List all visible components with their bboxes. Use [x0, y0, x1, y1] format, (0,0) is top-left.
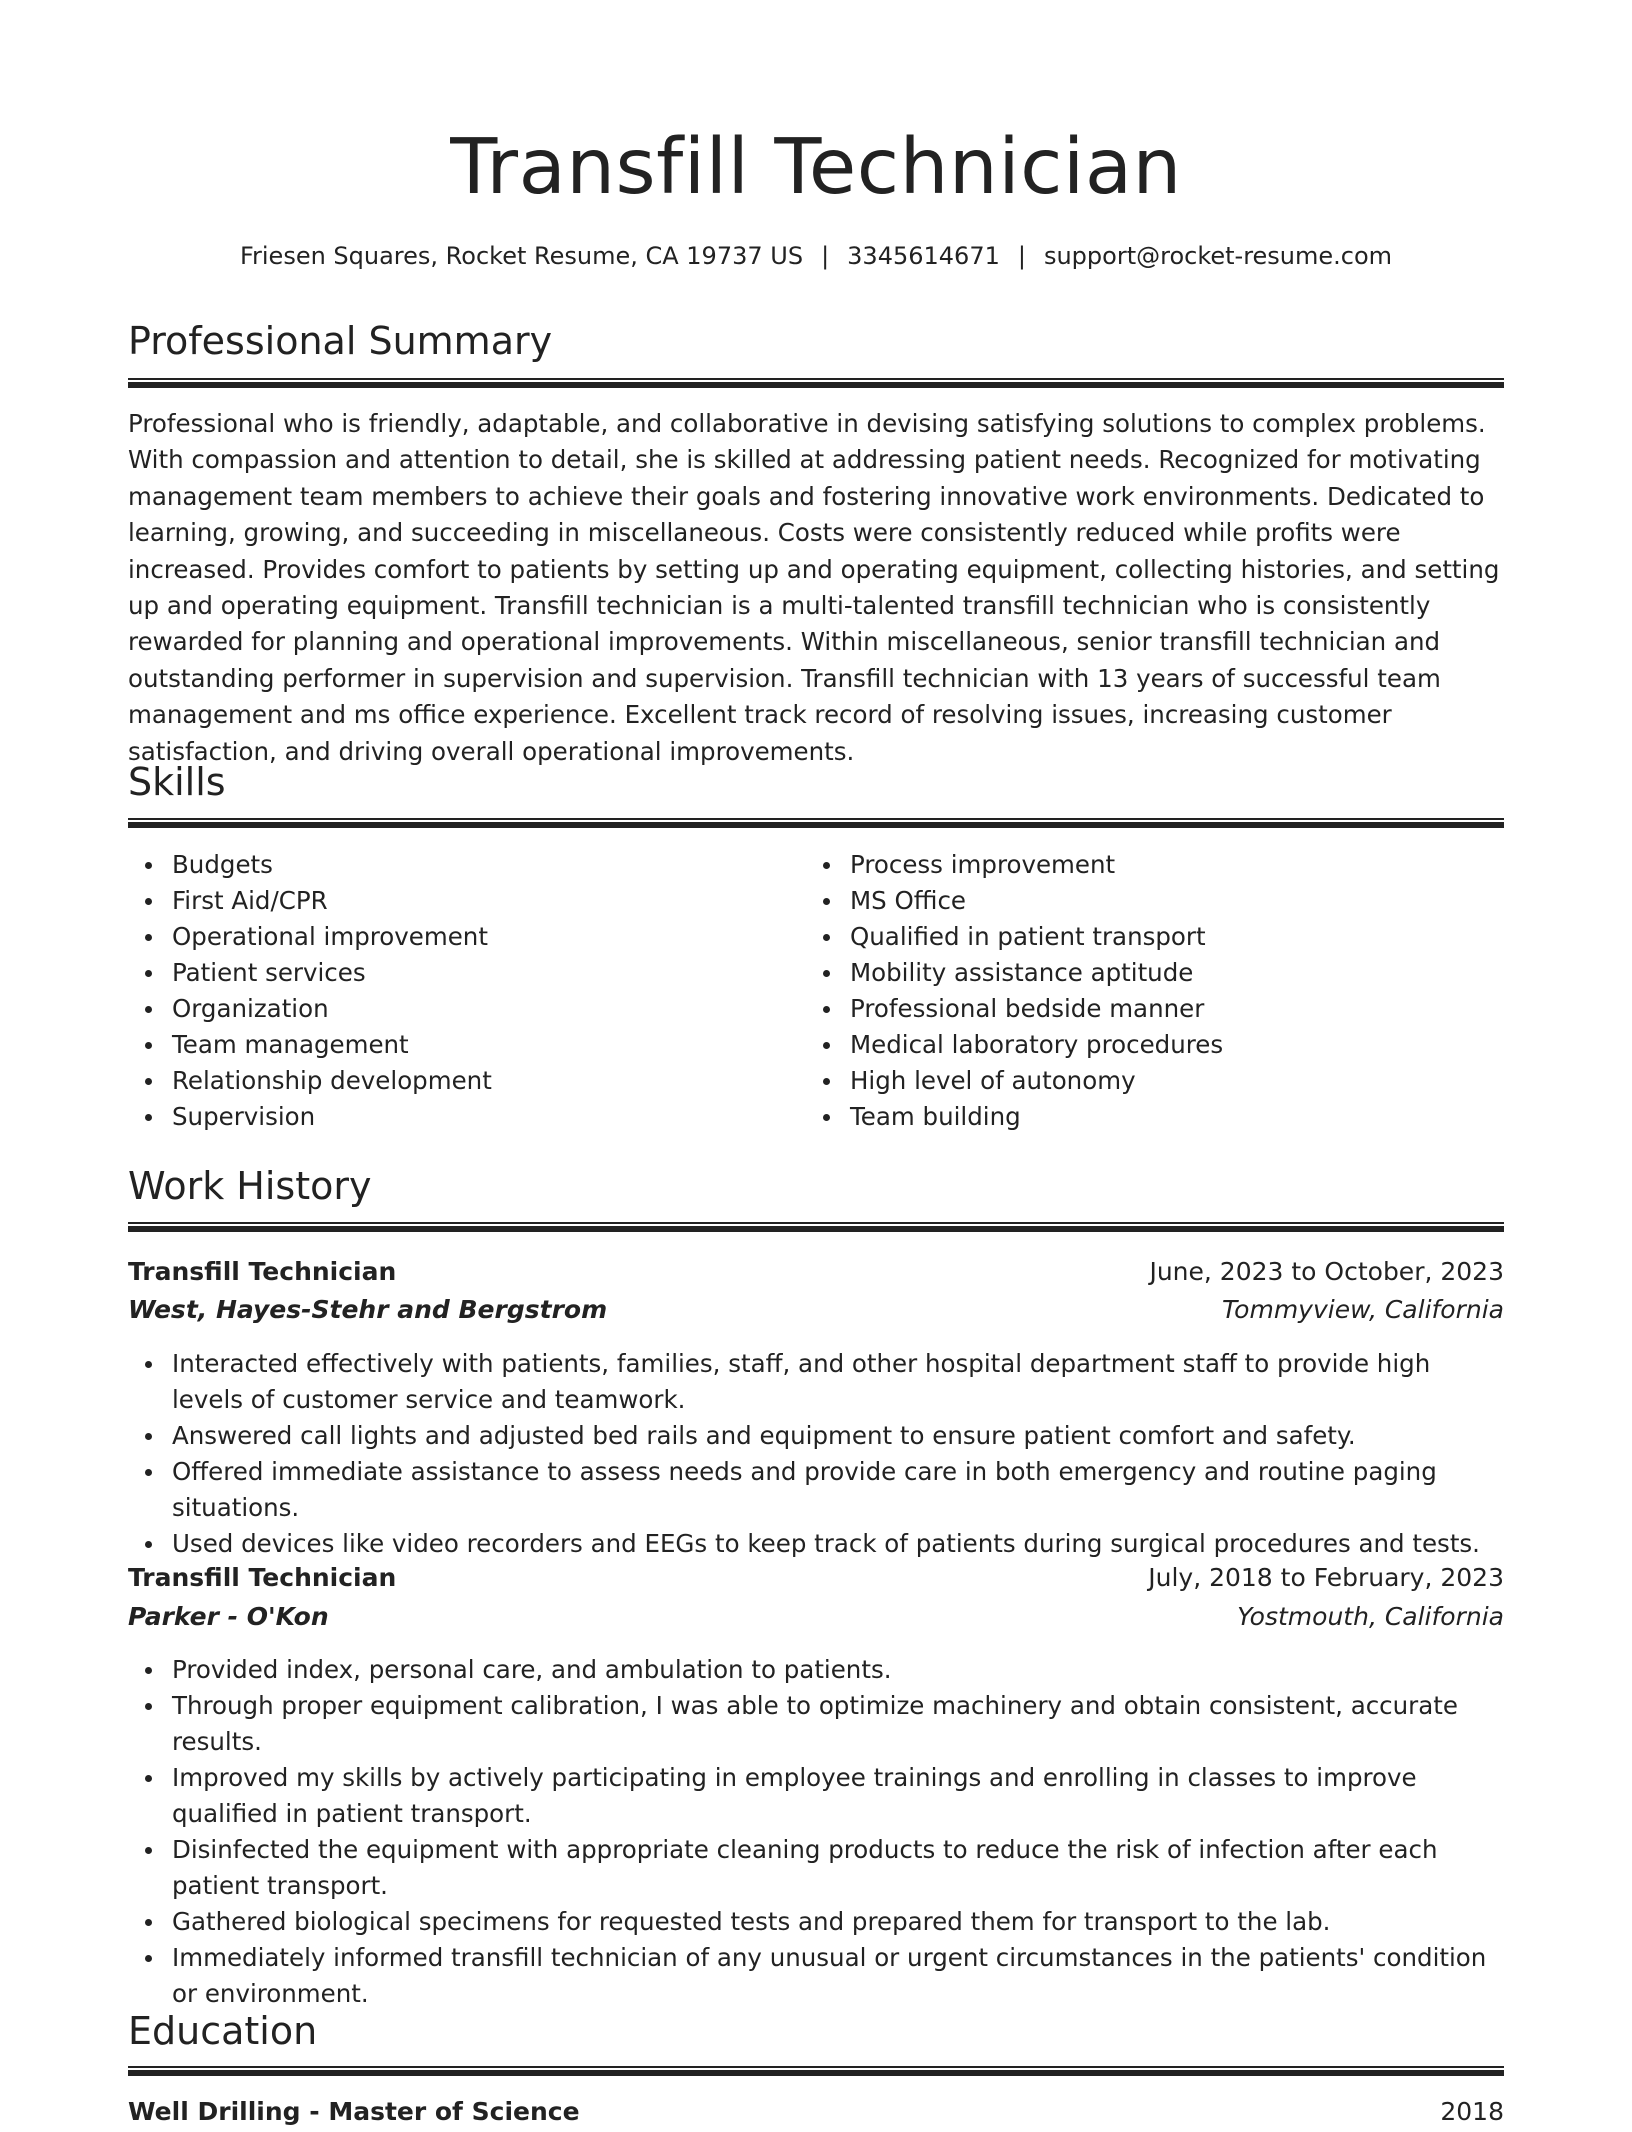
job-company: Parker - O'Kon	[128, 1602, 329, 1631]
job-duty: Improved my skills by actively participating in employee trainings and enrolling in classes to improve qualified in patient transport.	[172, 1760, 1504, 1832]
job-duty: Used devices like video recorders and EEGs to keep track of patients during surgical procedures and tests.	[172, 1526, 1504, 1562]
job-duty: Immediately informed transfill technician of any unusual or urgent circumstances in the patients' condition or environment.	[172, 1940, 1504, 2012]
summary-section	[128, 316, 1504, 366]
skill-item: Patient services	[172, 955, 788, 991]
skill-item: Qualified in patient transport	[850, 919, 1466, 955]
skill-item: Medical laboratory procedures	[850, 1027, 1466, 1063]
job-duty: Gathered biological specimens for requested tests and prepared them for transport to the lab.	[172, 1904, 1504, 1940]
education-heading: Education	[128, 2009, 318, 2053]
job-duty: Through proper equipment calibration, I was able to optimize machinery and obtain consistent, accurate results.	[172, 1688, 1504, 1760]
contact-email: support@rocket-resume.com	[1043, 242, 1393, 270]
job-duties-list	[128, 1652, 1504, 2012]
job-header	[128, 1558, 1504, 1598]
job-location: Yostmouth, California	[1237, 1602, 1504, 1631]
skill-item: Team building	[850, 1099, 1466, 1135]
skill-item: Organization	[172, 991, 788, 1027]
skill-item: Supervision	[172, 1099, 788, 1135]
contact-line	[128, 236, 1504, 276]
job-duties	[128, 1652, 1504, 2012]
job-duty: Provided index, personal care, and ambulation to patients.	[172, 1652, 1504, 1688]
skill-item: Team management	[172, 1027, 788, 1063]
job-header	[128, 1252, 1504, 1292]
section-divider	[128, 378, 1504, 388]
education-year: 2018	[1440, 2097, 1504, 2126]
skill-item: First Aid/CPR	[172, 883, 788, 919]
job-duty: Offered immediate assistance to assess needs and provide care in both emergency and routine paging situations.	[172, 1454, 1504, 1526]
summary-heading: Professional Summary	[128, 319, 553, 363]
contact-separator: |	[1017, 242, 1026, 270]
job-title: Transfill Technician	[128, 1563, 397, 1592]
job-subheader	[128, 1290, 1504, 1330]
job-dates: July, 2018 to February, 2023	[1148, 1563, 1504, 1592]
job-subheader	[128, 1597, 1504, 1637]
work-section	[128, 1161, 1504, 1211]
job-dates: June, 2023 to October, 2023	[1149, 1257, 1504, 1286]
section-divider	[128, 1222, 1504, 1232]
education-degree: Well Drilling - Master of Science	[128, 2097, 580, 2126]
skill-item: Budgets	[172, 847, 788, 883]
contact-separator: |	[821, 242, 830, 270]
skill-item: Operational improvement	[172, 919, 788, 955]
job-duty: Disinfected the equipment with appropriate cleaning products to reduce the risk of infection after each patient transport.	[172, 1832, 1504, 1904]
skill-item: MS Office	[850, 883, 1466, 919]
job-title: Transfill Technician	[128, 1257, 397, 1286]
section-divider	[128, 818, 1504, 828]
skills-column-right	[806, 847, 1466, 1135]
skill-item: Mobility assistance aptitude	[850, 955, 1466, 991]
skill-item: Professional bedside manner	[850, 991, 1466, 1027]
summary-text: Professional who is friendly, adaptable, and collaborative in devising satisfying solutions to complex problems. With compassion and attention to detail, she is skilled at addressing patient needs. Recognized for motivating management team members to achieve their goals and fostering innovative work environments. Dedicated to learning, growing, and succeeding in miscellaneous. Costs were consistently reduced while profits were increased. Provides comfort to patients by setting up and operating equipment, collecting histories, and setting up and operating equipment. Transfill technician is a multi-talented transfill technician who is consistently rewarded for planning and operational improvements. Within miscellaneous, senior transfill technician and outstanding performer in supervision and supervision. Transfill technician with 13 years of successful team management and ms office experience. Excellent track record of resolving issues, increasing customer satisfaction, and driving overall operational improvements.	[128, 409, 1500, 766]
contact-address: Friesen Squares, Rocket Resume, CA 19737 US	[239, 242, 804, 270]
skills-list-left	[128, 847, 788, 1135]
skill-item: High level of autonomy	[850, 1063, 1466, 1099]
section-divider	[128, 2066, 1504, 2076]
skill-item: Process improvement	[850, 847, 1466, 883]
job-company: West, Hayes-Stehr and Bergstrom	[128, 1295, 608, 1324]
education-entry	[128, 2092, 1504, 2132]
education-section	[128, 2006, 1504, 2056]
work-heading: Work History	[128, 1164, 372, 1208]
skills-list-right	[806, 847, 1466, 1135]
job-duty: Answered call lights and adjusted bed rails and equipment to ensure patient comfort and safety.	[172, 1418, 1504, 1454]
contact-phone: 3345614671	[847, 242, 1000, 270]
skills-heading: Skills	[128, 760, 226, 804]
resume-title: Transfill Technician	[450, 123, 1182, 212]
job-duties-list	[128, 1346, 1504, 1562]
job-duties	[128, 1346, 1504, 1562]
skills-column-left	[128, 847, 788, 1135]
skills-section	[128, 757, 1504, 807]
summary-body	[128, 406, 1504, 770]
skill-item: Relationship development	[172, 1063, 788, 1099]
job-location: Tommyview, California	[1222, 1295, 1504, 1324]
job-duty: Interacted effectively with patients, families, staff, and other hospital department staff to provide high levels of customer service and teamwork.	[172, 1346, 1504, 1418]
